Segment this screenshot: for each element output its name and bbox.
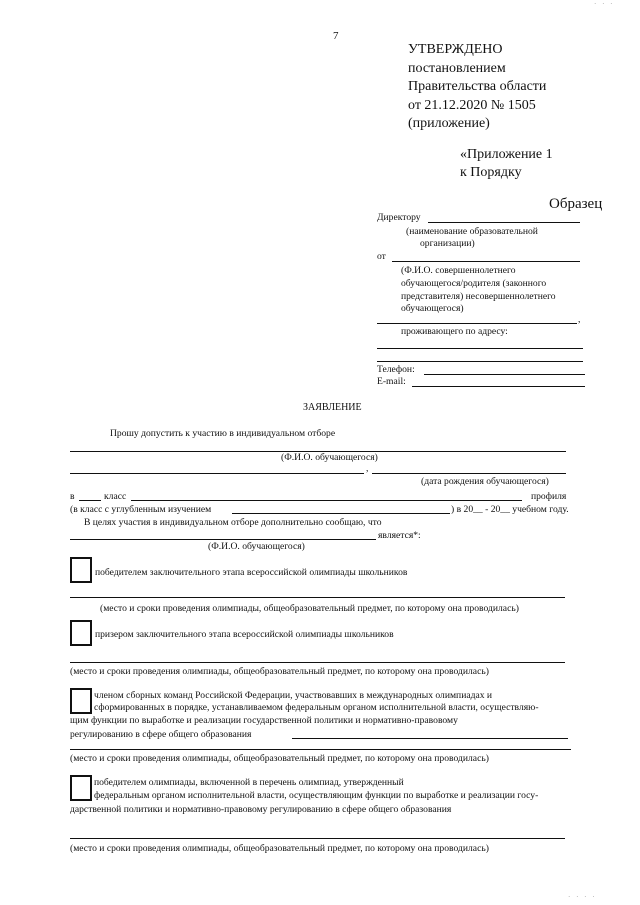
birth-hint: (дата рождения обучающегося) [421,476,549,487]
olympiad-details-field[interactable] [70,662,565,663]
profile-field[interactable] [131,500,522,501]
in-label: в [70,491,75,502]
scan-artifact: · · · · [568,893,597,901]
fio-hint: обучающегося) [401,303,464,314]
olympiad-details-field-2[interactable] [70,749,571,750]
fio-student-hint: (Ф.И.О. обучающегося) [281,452,378,463]
option-text: регулированию в сфере общего образования [70,729,252,740]
year-label: ) в 20__ - 20__ учебном году. [451,504,569,515]
birth-date-field[interactable] [372,473,566,474]
option-text: щим функции по выработке и реализации государственной политики и нормативно-правовому [70,715,458,726]
student-name-field-3[interactable] [70,539,376,540]
fio-extra-field[interactable] [377,323,577,324]
profile-label: профиля [531,491,567,502]
class-label: класс [104,491,127,502]
phone-label: Телефон: [377,364,415,375]
comma: , [578,314,581,325]
director-field[interactable] [428,222,580,223]
fio-student-hint-2: (Ф.И.О. обучающегося) [208,541,305,552]
fio-hint: (Ф.И.О. совершеннолетнего [401,265,516,276]
from-field[interactable] [392,261,580,262]
approval-line: (приложение) [408,116,490,131]
olympiad-details-field[interactable] [292,738,568,739]
fio-hint: обучающегося/родителя (законного [401,278,547,289]
option-text: победителем заключительного этапа всероссийской олимпиады школьников [95,567,408,578]
request-text: Прошу допустить к участию в индивидуальном отборе [110,428,336,439]
is-label: является*: [378,530,421,541]
org-hint: организации) [420,238,475,249]
option-text: победителем олимпиады, включенной в перечень олимпиад, утвержденный [94,777,404,788]
phone-field[interactable] [424,374,585,375]
approval-line: УТВЕРЖДЕНО [408,42,503,57]
olympiad-details-field[interactable] [70,597,565,598]
approval-line: Правительства области [408,79,547,94]
option-text: федеральным органом исполнительной власти, осуществляющим функции по выработке и реализации госу- [94,790,539,801]
option-text: дарственной политики и нормативно-правовому регулированию в сфере общего образования [70,804,452,815]
approval-line: постановлением [408,60,506,76]
email-field[interactable] [412,386,585,387]
option-text: членом сборных команд Российской Федерации, участвовавших в международных олимпиадах и [94,690,493,701]
checkbox-national-team[interactable] [70,688,92,714]
checkbox-winner-final[interactable] [70,557,92,583]
student-name-field-2[interactable] [70,473,364,474]
deep-class-label: (в класс с углубленным изучением [70,504,212,515]
org-hint: (наименование образовательной [406,226,538,237]
scan-artifact: · · · [594,0,615,8]
address-field[interactable] [377,348,583,349]
olympiad-details-field[interactable] [70,838,565,839]
appendix-line: «Приложение 1 [460,147,553,162]
fio-hint: представителя) несовершеннолетнего [401,291,556,302]
sample-label: Образец [549,196,603,212]
appendix-line: к Порядку [460,165,522,180]
option-text: призером заключительного этапа всероссийской олимпиады школьников [95,629,394,640]
subject-field[interactable] [232,513,450,514]
checkbox-prizewinner-final[interactable] [70,620,92,646]
page-number: 7 [333,30,339,42]
details-hint: (место и сроки проведения олимпиады, общеобразовательный предмет, по которому она проводилась) [70,843,489,854]
comma: , [366,463,369,474]
from-label: от [377,251,386,262]
form-title: ЗАЯВЛЕНИЕ [303,402,362,413]
approval-line: от 21.12.2020 № 1505 [408,97,536,113]
option-text: сформированных в порядке, устанавливаемом федеральным органом исполнительной власти, осуществляю- [94,702,539,713]
details-hint: (место и сроки проведения олимпиады, общеобразовательный предмет, по которому она проводилась) [100,603,519,614]
director-label: Директору [377,212,421,223]
class-number-field[interactable] [79,500,101,501]
appendix-block [460,146,553,182]
details-hint: (место и сроки проведения олимпиады, общеобразовательный предмет, по которому она проводилась) [70,753,489,764]
details-hint: (место и сроки проведения олимпиады, общеобразовательный предмет, по которому она проводилась) [70,666,489,677]
approval-block [408,41,546,134]
checkbox-listed-olympiad[interactable] [70,775,92,801]
additional-text: В целях участия в индивидуальном отборе дополнительно сообщаю, что [84,517,382,528]
address-label: проживающего по адресу: [401,326,508,337]
email-label: E-mail: [377,376,406,387]
address-field-2[interactable] [377,361,583,362]
